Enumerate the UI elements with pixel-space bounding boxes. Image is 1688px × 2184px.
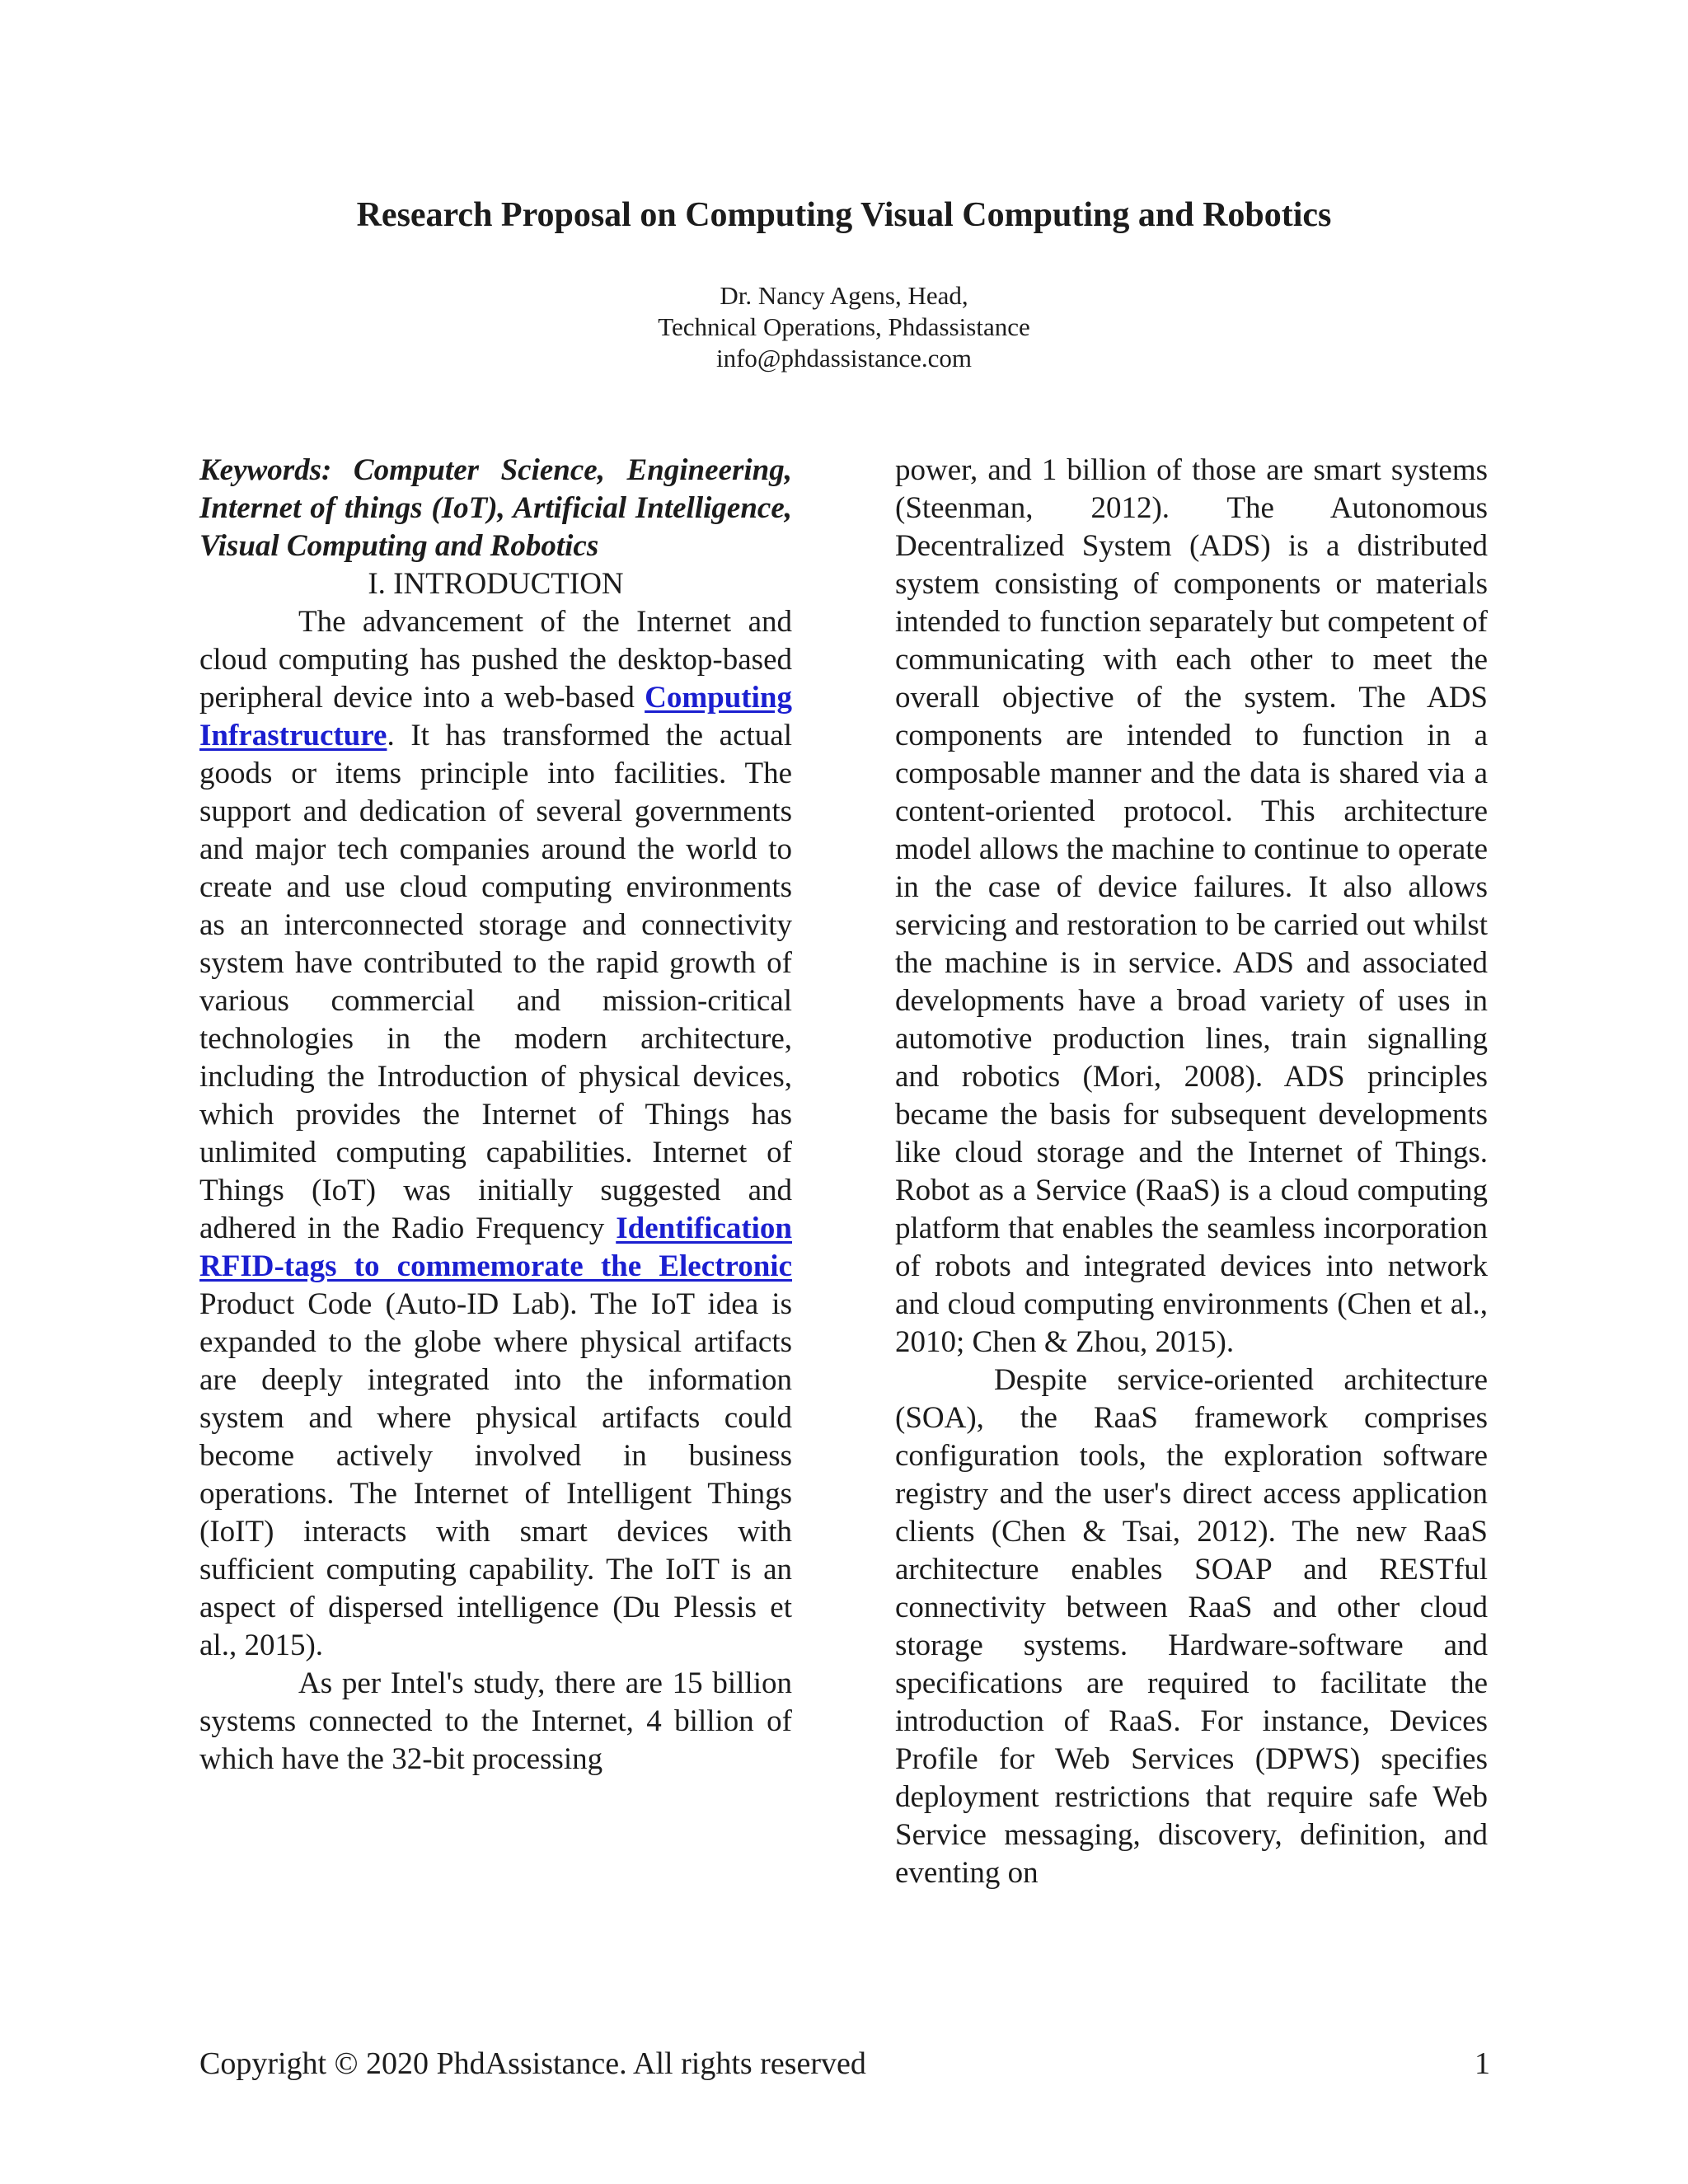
author-email: info@phdassistance.com bbox=[715, 344, 973, 373]
author-block bbox=[0, 280, 1688, 374]
intro-paragraph-2: As per Intel's study, there are 15 billion systems connected to the Internet, 4 billion of which have the 32-bit processing bbox=[199, 1666, 792, 1776]
intro-text-a: The advancement of the Internet and cloud computing has pushed the desktop-based peripheral device into a web-based bbox=[199, 605, 792, 715]
computing-infrastructure-link[interactable]: Computing Infrastructure bbox=[199, 681, 792, 752]
page-number: 1 bbox=[1475, 2046, 1490, 2081]
document-title: Research Proposal on Computing Visual Computing and Robotics bbox=[356, 196, 1332, 234]
left-column bbox=[199, 452, 792, 1779]
right-paragraph-2: Despite service-oriented architecture (SOA), the RaaS framework comprises configuration tools, the exploration software registry and the user's direct access application clients (Chen & Tsai, 2012). The new RaaS architecture enables SOAP and RESTful connectivity between RaaS and other cloud storage systems. Hardware-software and specifications are required to facilitate the introduction of RaaS. For instance, Devices Profile for Web Services (DPWS) specifies deployment restrictions that require safe Web Service messaging, discovery, definition, and eventing on bbox=[895, 1363, 1488, 1890]
rfid-tags-link[interactable]: Identification RFID-tags to commemorate the Electronic bbox=[199, 1212, 792, 1283]
author-affiliation: Technical Operations, Phdassistance bbox=[658, 312, 1030, 341]
section-heading-introduction: I. INTRODUCTION bbox=[368, 567, 624, 601]
intro-text-c: Product Code (Auto-ID Lab). The IoT idea is expanded to the globe where physical artifacts are deeply integrated into the information system and where physical artifacts could become actively involved in business operations. The Internet of Intelligent Things (IoIT) interacts with smart devices with sufficient computing capability. The IoIT is an aspect of dispersed intelligence (Du Plessis et al., 2015). bbox=[199, 1287, 792, 1662]
right-paragraph-1: power, and 1 billion of those are smart systems (Steenman, 2012). The Autonomous Decentralized System (ADS) is a distributed system consisting of components or materials intended to function separately but competent of communicating with each other to meet the overall objective of the system. The ADS components are intended to function in a composable manner and the data is shared via a content-oriented protocol. This architecture model allows the machine to continue to operate in the case of device failures. It also allows servicing and restoration to be carried out whilst the machine is in service. ADS and associated developments have a broad variety of uses in automotive production lines, train signalling and robotics (Mori, 2008). ADS principles became the basis for subsequent developments like cloud storage and the Internet of Things. Robot as a Service (RaaS) is a cloud computing platform that enables the seamless incorporation of robots and integrated devices into network and cloud computing environments (Chen et al., 2010; Chen & Zhou, 2015). bbox=[895, 453, 1488, 1359]
intro-paragraph-1 bbox=[199, 603, 792, 1665]
copyright-notice: Copyright © 2020 PhdAssistance. All rights reserved bbox=[199, 2046, 866, 2081]
keywords: Keywords: Computer Science, Engineering, Internet of things (IoT), Artificial Intelligence, Visual Computing and Robotics bbox=[199, 453, 792, 563]
right-column bbox=[895, 452, 1488, 1892]
intro-text-b: . It has transformed the actual goods or items principle into facilities. The support and dedication of several governments and major tech companies around the world to create and use cloud computing environments as an interconnected storage and connectivity system have contributed to the rapid growth of various commercial and mission-critical technologies in the modern architecture, including the Introduction of physical devices, which provides the Internet of Things has unlimited computing capabilities. Internet of Things (IoT) was initially suggested and adhered in the Radio Frequency bbox=[199, 719, 792, 1245]
author-name: Dr. Nancy Agens, Head, bbox=[720, 281, 968, 310]
